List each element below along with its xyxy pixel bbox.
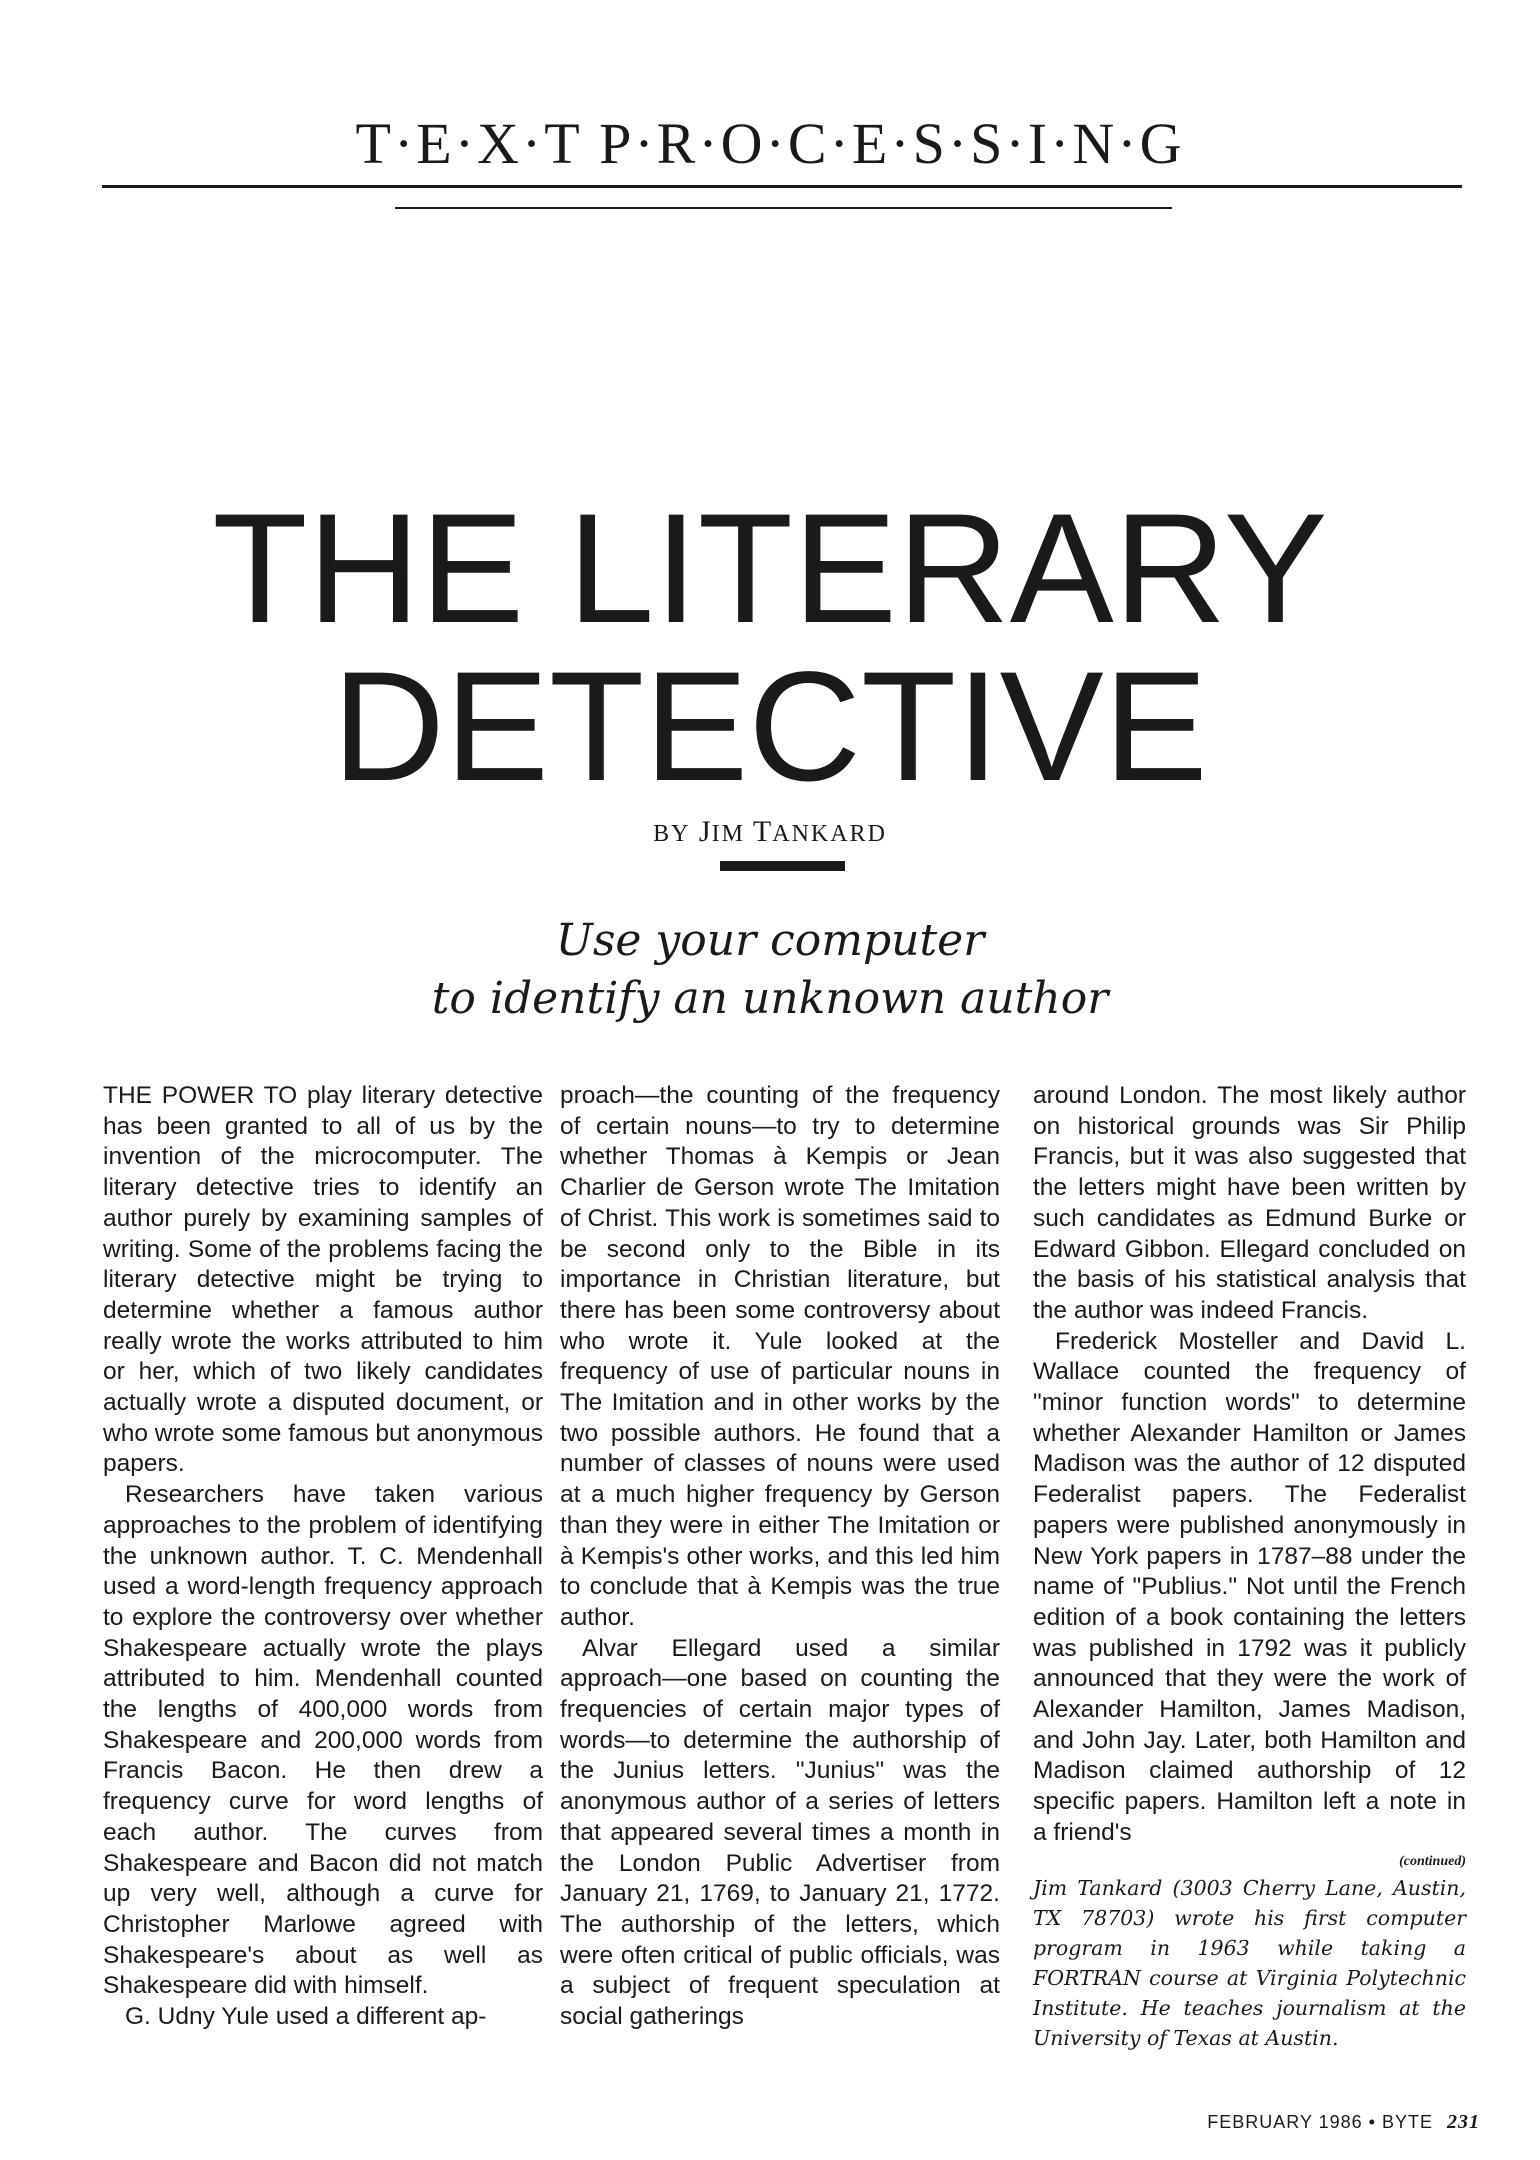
- byline-author-last-initial: T: [752, 815, 773, 848]
- deck-line2: to identify an unknown author: [431, 973, 1109, 1024]
- deck-line1: Use your computer: [555, 915, 985, 966]
- article-title: [0, 482, 1540, 814]
- byline-author-first-initial: J: [698, 815, 712, 848]
- header-subrule: [395, 207, 1172, 209]
- paragraph: around London. The most likely author on historical grounds was Sir Philip Francis, but it was also suggested that the letters might have been written by such candidates as Edmund Burke or Edward Gibbon. Ellegard concluded on the basis of his statistical analysis that the author was indeed Francis.: [1033, 1082, 1466, 1324]
- byline-author-first-rest: IM: [711, 821, 745, 847]
- byline-prefix: BY: [653, 821, 691, 847]
- body-column-3: [1033, 1081, 1466, 2053]
- continued-label: (continued): [1399, 1853, 1466, 1869]
- article-title-line1: THE LITERARY: [212, 482, 1328, 656]
- page-footer: [1207, 2111, 1480, 2134]
- paragraph: Researchers have taken various approaches to the problem of identifying the unknown author. T. C. Mendenhall used a word-length frequency approach to explore the controversy over whether Shakespeare actually wrote the plays attributed to him. Mendenhall counted the lengths of 400,000 words from Shakespeare and 200,000 words from Francis Bacon. He then drew a frequency curve for word lengths of each author. The curves from Shakespeare and Bacon did not match up very well, although a curve for Christopher Marlowe agreed with Shakespeare's about as well as Shakespeare did with himself.: [103, 1481, 543, 2000]
- body-column-1: [103, 1081, 543, 2033]
- byline-author-last-rest: ANKARD: [772, 821, 887, 847]
- paragraph: proach—the counting of the frequency of certain nouns—to try to determine whether Thomas à Kempis or Jean Charlier de Gerson wrote The Imitation of Christ. This work is sometimes said to be second only to the Bible in its importance in Christian literature, but there has been some controversy about who wrote it. Yule looked at the frequency of use of particular nouns in The Imitation and in other works by the two possible authors. He found that a number of classes of nouns were used at a much higher frequency by Gerson than they were in either The Imitation or à Kempis's other works, and this led him to conclude that à Kempis was the true author.: [560, 1082, 1000, 1631]
- paragraph: Frederick Mosteller and David L. Wallace counted the frequency of "minor function words" to determine whether Alexander Hamilton or James Madison was the author of 12 disputed Federalist papers. The Federalist papers were published anonymously in New York papers in 1787–88 under the name of "Publius." Not until the French edition of a book containing the letters was published in 1792 was it publicly announced that they were the work of Alexander Hamilton, James Madison, and John Jay. Later, both Hamilton and Madison claimed authorship of 12 specific papers. Hamilton left a note in a friend's: [1033, 1327, 1466, 1846]
- article-title-line2: DETECTIVE: [332, 640, 1208, 814]
- byline-bar: [720, 861, 845, 871]
- footer-issue: FEBRUARY 1986 • BYTE: [1207, 2112, 1433, 2132]
- page-number: 231: [1447, 2111, 1480, 2133]
- author-bio: Jim Tankard (3003 Cherry Lane, Austin, TX 78703) wrote his first computer program in 1963 while taking a FORTRAN course at Virginia Polytechnic Institute. He teaches journalism at the University of Texas at Austin.: [1033, 1875, 1466, 2050]
- paragraph: THE POWER TO play literary detective has been granted to all of us by the invention of the microcomputer. The literary detective tries to identify an author purely by examining samples of writing. Some of the problems facing the literary detective might be trying to determine whether a famous author really wrote the works attributed to him or her, which of two likely candidates actually wrote a disputed document, or who wrote some famous but anonymous papers.: [103, 1082, 543, 1478]
- section-title: T·E·X·T P·R·O·C·E·S·S·I·N·G: [355, 111, 1185, 176]
- byline: [0, 815, 1540, 849]
- header-rule: [102, 185, 1462, 188]
- paragraph: G. Udny Yule used a different ap-: [125, 2003, 487, 2031]
- body-column-2: [560, 1081, 1000, 2033]
- paragraph: Alvar Ellegard used a similar approach—one based on counting the frequencies of certain major types of words—to determine the authorship of the Junius letters. "Junius" was the anonymous author of a series of letters that appeared several times a month in the London Public Advertiser from January 21, 1769, to January 21, 1772. The authorship of the letters, which were often critical of public officials, was a subject of frequent speculation at social gatherings: [560, 1634, 1000, 2031]
- article-deck: [0, 912, 1540, 1028]
